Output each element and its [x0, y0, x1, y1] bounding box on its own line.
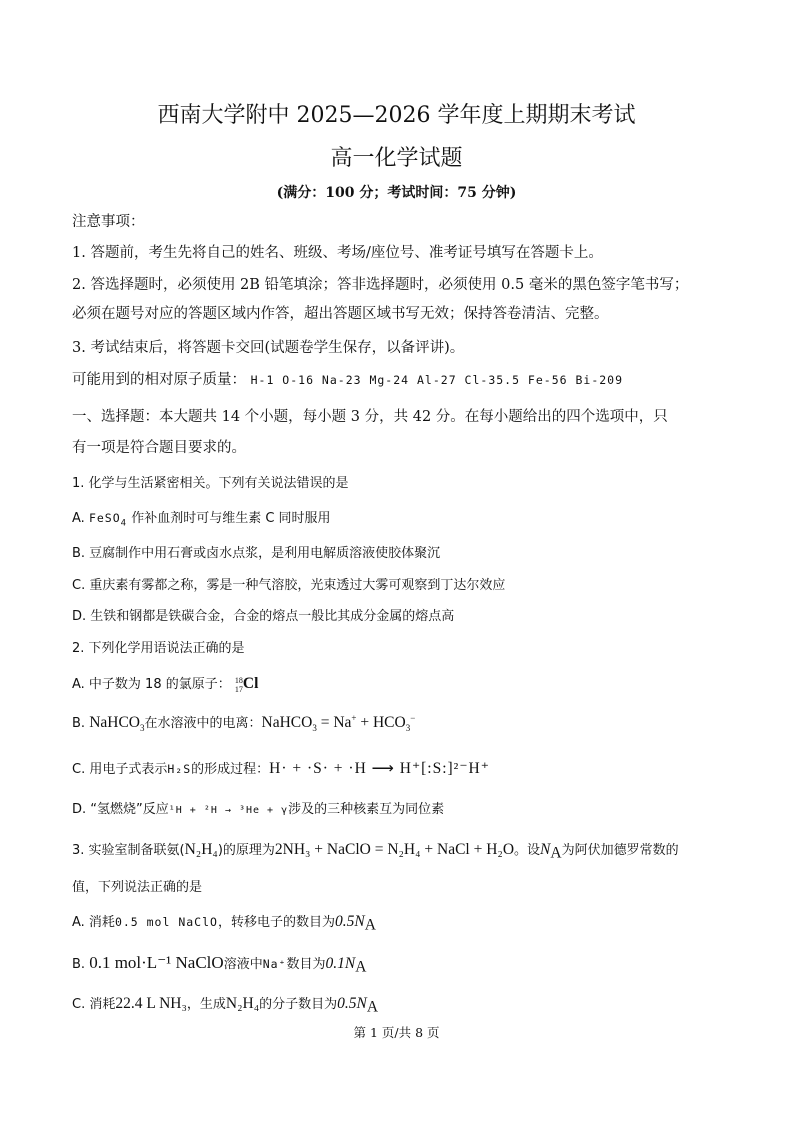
q1-option-d: D. 生铁和钢都是铁碳合金，合金的熔点一般比其成分金属的熔点高	[72, 609, 455, 624]
notice-item-2a: 2. 答选择题时，必须使用 2B 铅笔填涂；答非选择题时，必须使用 0.5 毫米的黑色签字笔书写；	[72, 277, 689, 293]
q1-a-text: 作补血剂时可与维生素 C 同时服用	[131, 511, 331, 526]
notice-item-2b: 必须在题号对应的答题区域内作答，超出答题区域书写无效；保持答卷清洁、完整。	[72, 306, 609, 322]
q2-option-c: C. 用电子式表示H₂S的形成过程：H· + ·S· + ·H ⟶ H⁺[:S:]²⁻H⁺	[72, 760, 490, 777]
q3-option-b: B. 0.1 mol·L⁻¹ NaClO溶液中Na⁺数目为$0.1N_A$	[72, 953, 367, 976]
q2-option-a	[72, 673, 258, 694]
notice-item-1: 1. 答题前，考生先将自己的姓名、班级、考场/座位号、准考证号填写在答题卡上。	[72, 245, 603, 261]
atomic-masses-values: H-1 O-16 Na-23 Mg-24 Al-27 Cl-35.5 Fe-56 Bi-209	[250, 373, 624, 387]
q3-option-a: A. 消耗0.5 mol NaClO，转移电子的数目为$0.5N_A$	[72, 913, 376, 934]
q2-a-symbol: Cl	[242, 675, 259, 692]
q2-a-nuclide-numbers: 18 17	[234, 675, 243, 694]
q2-stem: 2. 下列化学用语说法正确的是	[72, 641, 245, 656]
notice-item-3: 3. 考试结束后，将答题卡交回(试题卷学生保存，以备评讲)。	[72, 340, 465, 356]
exam-title: 西南大学附中 2025—2026 学年度上期期末考试	[157, 103, 636, 128]
q1-option-b: B. 豆腐制作中用石膏或卤水点浆，是利用电解质溶液使胶体聚沉	[72, 546, 441, 561]
q1-a-prefix: A.	[72, 511, 85, 526]
section1-line2: 有一项是符合题目要求的。	[72, 440, 246, 456]
page-number: 第 1 页/共 8 页	[353, 1025, 440, 1040]
q1-stem: 1. 化学与生活紧密相关。下列有关说法错误的是	[72, 476, 349, 491]
q2-c-formula: H₂S	[167, 762, 192, 776]
q2-c-electron-formula: H· + ·S· + ·H ⟶ H⁺[:S:]²⁻H⁺	[269, 760, 490, 777]
q1-option-a	[72, 507, 331, 528]
q1-a-formula: FeSO$_4$	[88, 511, 128, 529]
exam-info: (满分：100 分；考试时间：75 分钟)	[276, 185, 517, 201]
q3-stem: 3. 实验室制备联氨(N₂H₄)的原理为2NH₃ + NaClO = N₂H₄ + NaCl + H₂O。设$N_A$为阿伏加德罗常数的	[72, 841, 679, 862]
notice-heading: 注意事项：	[72, 214, 145, 230]
q3-stem-2: 值，下列说法正确的是	[72, 880, 203, 895]
q2-option-d: D. “氢燃烧”反应¹H + ²H → ³He + γ涉及的三种核素互为同位素	[72, 802, 445, 817]
q2-b-equation: NaHCO$_3$ = $Na^+ + HCO_3^-$	[261, 712, 416, 734]
q2-a-text: A. 中子数为 18 的氯原子：	[72, 677, 231, 692]
section1-line1: 一、选择题：本大题共 14 个小题，每小题 3 分，共 42 分。在每小题给出的四个选项中，只	[72, 409, 668, 425]
atomic-masses-label: 可能用到的相对原子质量：	[72, 372, 246, 388]
atomic-masses	[72, 368, 623, 389]
q3-option-c: C. 消耗22.4 L NH₃，生成N₂H₄的分子数目为$0.5N_A$	[72, 995, 379, 1016]
exam-subtitle: 高一化学试题	[330, 146, 463, 171]
q2-option-b: B. NaHCO$_3$在水溶液中的电离：NaHCO$_3$ = $Na^+ + HCO_3^-$	[72, 712, 416, 734]
q2-d-reaction: ¹H + ²H → ³He + γ	[168, 805, 289, 816]
q1-option-c: C. 重庆素有雾都之称，雾是一种气溶胶，光束透过大雾可观察到丁达尔效应	[72, 578, 506, 593]
